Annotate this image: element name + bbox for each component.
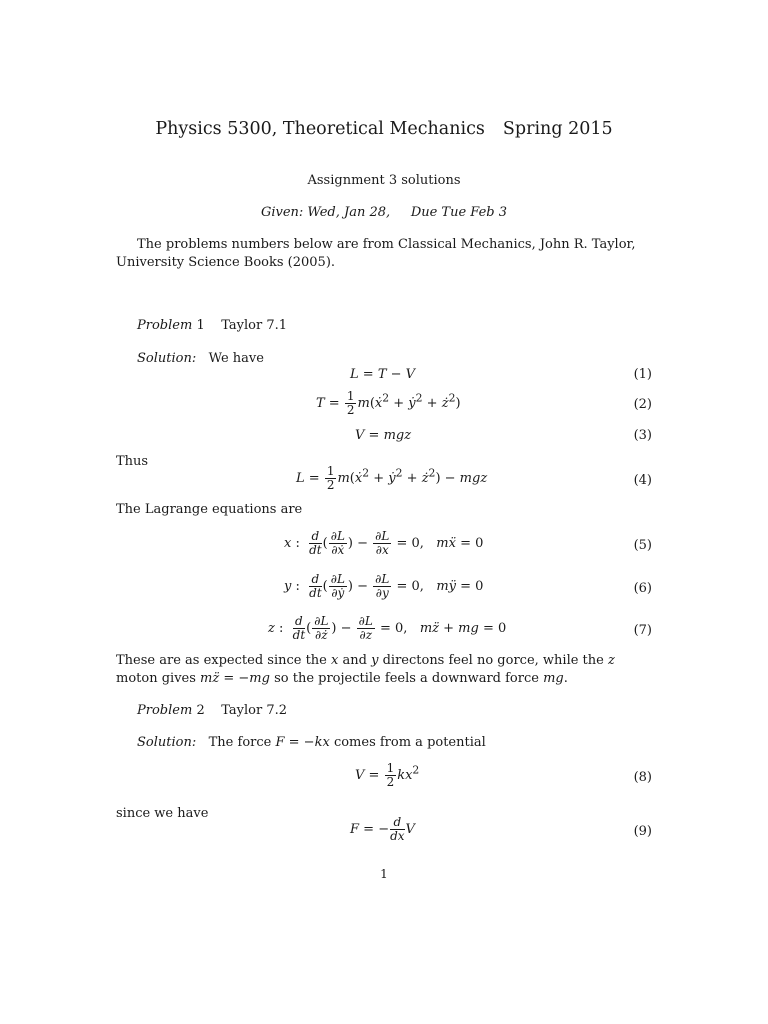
equation-8: V = $\frac{1}{2}$ $kx^2$ (8) (355, 761, 652, 789)
conclusion-part-a: These are as expected since the (116, 653, 327, 668)
problem1-solution-text: We have (208, 351, 264, 366)
problem1-source: Taylor 7.1 (221, 318, 288, 333)
eq-number-1: (1) (633, 367, 652, 382)
problem1-label: Problem (137, 318, 193, 333)
eq-number-9: (9) (633, 824, 652, 839)
problem2-label: Problem (137, 703, 193, 718)
eq-number-6: (6) (633, 581, 652, 596)
term: Spring 2015 (502, 119, 613, 139)
problem1-solution-label: Solution: (137, 351, 197, 366)
intro-paragraph: The problems numbers below are from Classical Mechanics, John R. Taylor, University Science Books (2005). (116, 237, 636, 270)
equation-9: F = − $\frac{d}{dx}$ V (9) (350, 815, 652, 843)
since-text: since we have (116, 806, 209, 821)
conclusion-part-e: so the projectile feels a downward force (274, 671, 539, 686)
equation-1: L = T − V (1) (350, 367, 652, 382)
assignment-subtitle: Assignment 3 solutions (307, 173, 461, 188)
problem1-solution-line (137, 350, 675, 368)
page-number: 1 (380, 867, 388, 881)
problem2-solution-label: Solution: (137, 735, 197, 750)
conclusion-part-c: directons feel no gorce, while the (382, 653, 604, 668)
dates-line (0, 205, 768, 220)
problem2-heading (137, 702, 675, 720)
eq-number-5: (5) (633, 538, 652, 553)
given-date: Given: Wed, Jan 28, (260, 205, 391, 220)
equation-3: V = mgz (3) (355, 428, 652, 443)
course-title: Physics 5300, Theoretical Mechanics (155, 119, 485, 139)
equation-4: L = $\frac{1}{2}$ m(ẋ$^2$ + ẏ$^2$ + $ż^2$) − mgz (4) (296, 464, 652, 492)
due-date: Due Tue Feb 3 (410, 205, 508, 220)
page-title (0, 119, 768, 139)
problem1-conclusion: These are as expected since the x and y directons feel no gorce, while the z moton gives mz̈ = −mg so the projectile feels a downward force mg. (116, 653, 615, 686)
problem2-source: Taylor 7.2 (221, 703, 288, 718)
problem2-solution-line: Solution: The force F = −kx comes from a potential (137, 735, 486, 750)
eq-number-4: (4) (633, 473, 652, 488)
equation-6: y : $\frac{d}{dt}$ ( $\frac{\partial L}{\text{∂ẏ}}$ ) − $\frac{\partial L}{\partial y}$ = 0, mÿ = 0 (6) (284, 572, 652, 600)
conclusion-part-b: and (342, 653, 367, 668)
thus-text: Thus (116, 454, 149, 469)
conclusion-part-d: moton gives (116, 671, 196, 686)
eq-number-7: (7) (633, 623, 652, 638)
equation-2: T = $\frac{1}{2}$ m(ẋ$^2$ + ẏ$^2$ + $ż^2$) (2) (316, 389, 652, 417)
problem2-number: 2 (196, 703, 205, 718)
problem1-heading (137, 317, 675, 335)
equation-5: x : $\frac{d}{dt}$ ( $\frac{\partial L}{\text{∂ẋ}}$ ) − $\frac{\partial L}{\partial x}$ = 0, mẍ = 0 (5) (284, 529, 652, 557)
eq-number-2: (2) (633, 397, 652, 412)
problem1-number: 1 (196, 318, 205, 333)
problem2-text-a: The force (208, 735, 272, 750)
eq-number-8: (8) (633, 770, 652, 785)
eq-number-3: (3) (633, 428, 652, 443)
problem2-text-b: comes from a potential (333, 735, 486, 750)
equation-7: z : $\frac{d}{dt}$ ( $\frac{\partial L}{\partial ż}$ ) − $\frac{\partial L}{\partial z}$ = 0, mz̈ + mg = 0 (7) (268, 614, 652, 642)
lagrange-intro: The Lagrange equations are (116, 502, 303, 517)
